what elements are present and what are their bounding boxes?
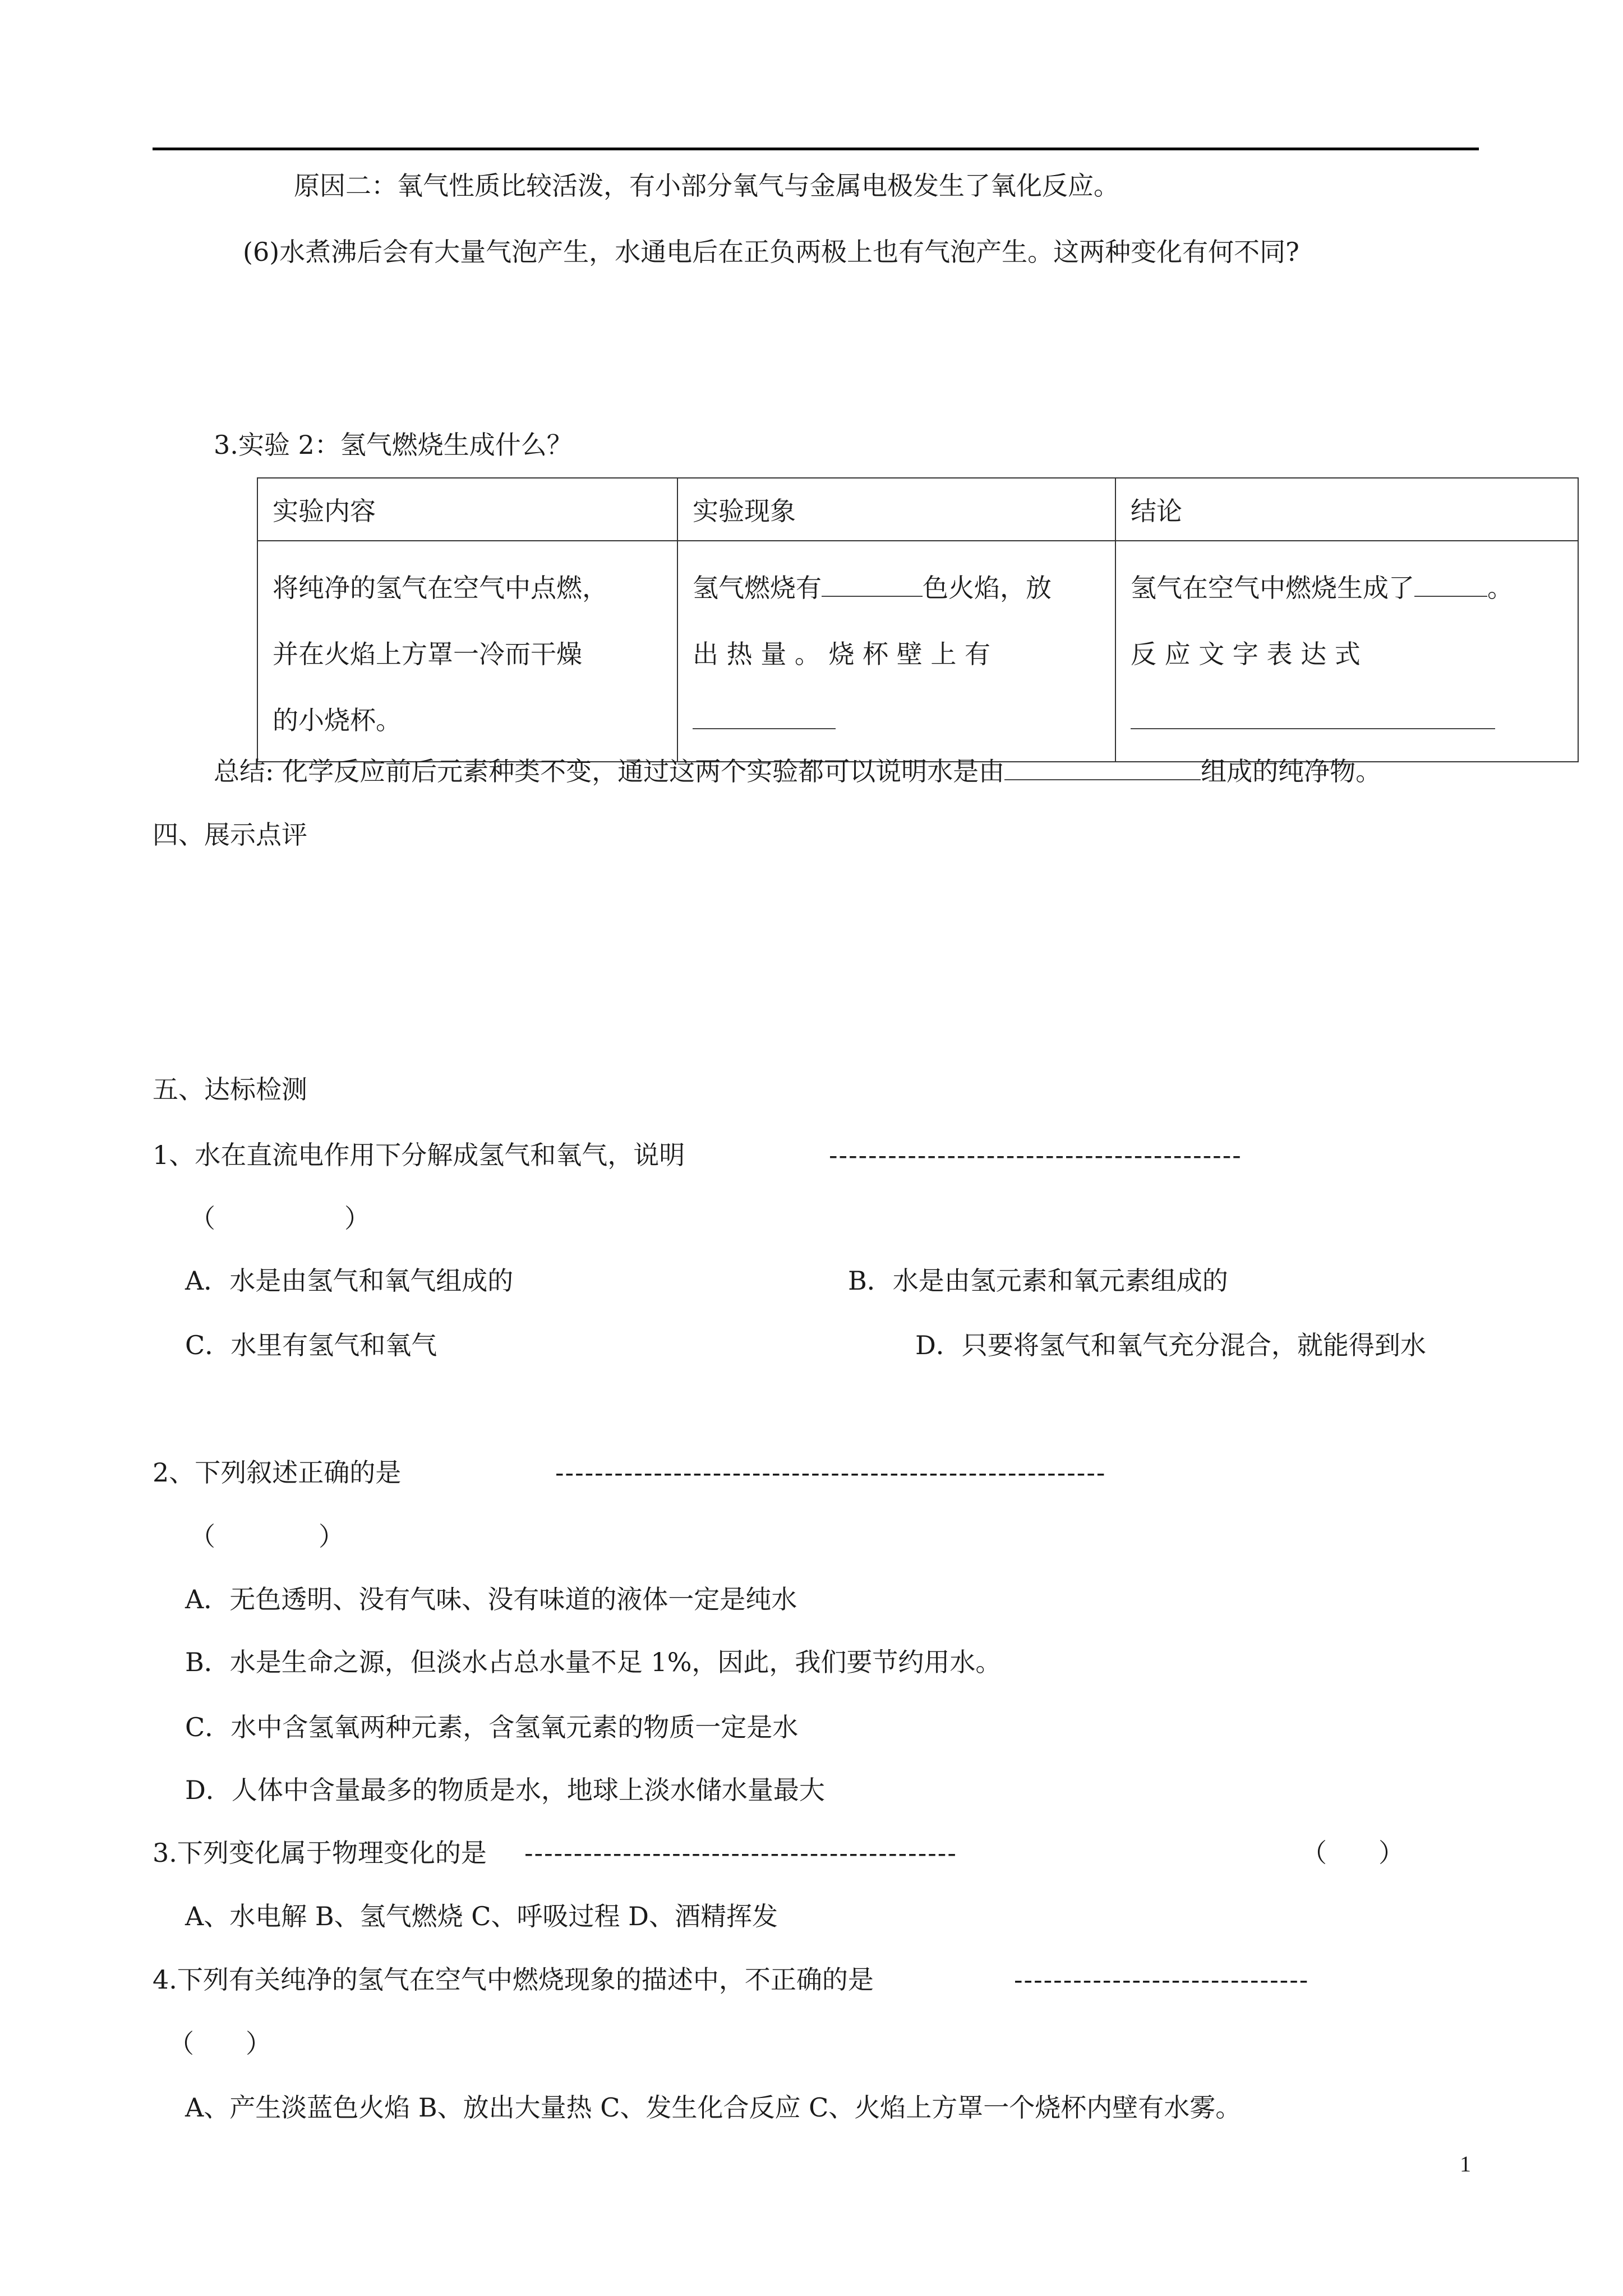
table-header-phenomenon: 实验现象 xyxy=(677,478,1115,541)
page-number: 1 xyxy=(1460,2151,1471,2177)
question-1-option-a: A．水是由氢气和氧气组成的 xyxy=(185,1266,514,1296)
question-4-options: A、产生淡蓝色火焰 B、放出大量热 C、发生化合反应 C、火焰上方罩一个烧杯内壁有水雾。 xyxy=(185,2092,1242,2123)
conclusion-text: 氢气在空气中燃烧生成了 xyxy=(1131,573,1414,603)
content-line: 的小烧杯。 xyxy=(273,705,402,735)
header-rule xyxy=(153,148,1479,150)
question-1-answer-paren: （ ） xyxy=(190,1203,370,1234)
question-3-dashes: -------------------------------------------- xyxy=(524,1838,957,1868)
phenomenon-text: 色火焰，放 xyxy=(923,573,1052,603)
question-6-line: (6)水煮沸后会有大量气泡产生，水通电后在正负两极上也有气泡产生。这两种变化有何不同? xyxy=(243,237,1299,267)
content-line: 并在火焰上方罩一冷而干燥 xyxy=(273,639,582,669)
section-four-heading: 四、展示点评 xyxy=(153,820,307,850)
word-equation-blank xyxy=(1131,728,1495,729)
section-five-heading: 五、达标检测 xyxy=(153,1074,307,1105)
question-1-dashes: ------------------------------------------ xyxy=(829,1140,1242,1170)
question-1-stem: 1、水在直流电作用下分解成氢气和氧气，说明 xyxy=(153,1140,685,1170)
table-cell-conclusion xyxy=(1115,541,1578,762)
question-1-option-b: B．水是由氢元素和氧元素组成的 xyxy=(848,1266,1228,1296)
question-3-stem: 3.下列变化属于物理变化的是 xyxy=(153,1838,487,1868)
question-2-answer-paren: （ ） xyxy=(190,1521,344,1552)
phenomenon-text: 氢气燃烧有 xyxy=(693,573,822,603)
conclusion-text: 。 xyxy=(1487,573,1513,603)
question-2-option-d: D．人体中含量最多的物质是水，地球上淡水储水量最大 xyxy=(185,1775,825,1805)
content-line: 将纯净的氢气在空气中点燃， xyxy=(273,573,608,603)
summary-blank xyxy=(1004,779,1201,780)
experiment-table xyxy=(257,477,1579,762)
question-2-option-c: C．水中含氢氧两种元素，含氢氧元素的物质一定是水 xyxy=(185,1712,799,1742)
summary-line xyxy=(214,758,1381,784)
question-2-dashes: -------------------------------------------------------- xyxy=(555,1457,1106,1488)
product-blank xyxy=(1414,596,1487,597)
question-4-stem: 4.下列有关纯净的氢气在空气中燃烧现象的描述中，不正确的是 xyxy=(153,1964,874,1995)
reason-two-line: 原因二：氧气性质比较活泼，有小部分氧气与金属电极发生了氧化反应。 xyxy=(294,171,1119,201)
table-row xyxy=(257,541,1578,762)
question-1-option-c: C．水里有氢气和氧气 xyxy=(185,1330,437,1360)
question-2-stem: 2、下列叙述正确的是 xyxy=(153,1457,402,1488)
question-4-dashes: ------------------------------ xyxy=(1014,1964,1310,1995)
table-cell-phenomenon xyxy=(677,541,1115,762)
table-header-content: 实验内容 xyxy=(257,478,677,541)
phenomenon-text: 出 热 量 。 烧 杯 壁 上 有 xyxy=(693,639,990,669)
table-header-row xyxy=(257,478,1578,541)
summary-text: : 化学反应前后元素种类不变，通过这两个实验都可以说明水是由 xyxy=(265,756,1005,786)
flame-color-blank xyxy=(822,596,923,597)
question-2-option-b: B．水是生命之源，但淡水占总水量不足 1%，因此，我们要节约用水。 xyxy=(185,1647,1002,1677)
summary-label: 总结 xyxy=(214,756,265,786)
experiment-2-title: 3.实验 2：氢气燃烧生成什么？ xyxy=(214,430,573,460)
question-2-option-a: A．无色透明、没有气味、没有味道的液体一定是纯水 xyxy=(185,1584,797,1614)
question-4-answer-paren: （ ） xyxy=(168,2028,271,2059)
summary-text: 组成的纯净物。 xyxy=(1201,756,1382,786)
question-1-option-d: D．只要将氢气和氧气充分混合，就能得到水 xyxy=(915,1330,1426,1360)
conclusion-text: 反 应 文 字 表 达 式 xyxy=(1131,639,1361,669)
question-3-answer-paren: （ ） xyxy=(1301,1838,1404,1868)
question-3-options: A、水电解 B、氢气燃烧 C、呼吸过程 D、酒精挥发 xyxy=(185,1901,778,1931)
table-header-conclusion: 结论 xyxy=(1115,478,1578,541)
table-cell-content xyxy=(257,541,677,762)
beaker-wall-blank xyxy=(693,728,836,729)
